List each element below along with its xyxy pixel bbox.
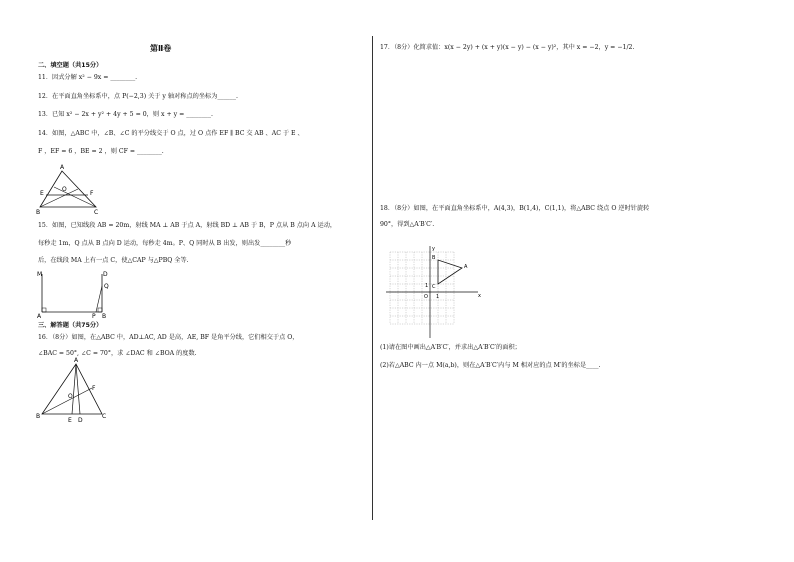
- fig16-label-A: A: [74, 357, 79, 364]
- fig16-label-C: C: [102, 413, 107, 420]
- question-16-line1: 16．（8分）如图，在△ABC 中，AD⊥AC, AD 是高，AE, BF 是角平分线，它们相交于点 O，: [38, 334, 299, 341]
- question-12: 12．在平面直角坐标系中，点 P(−2,3) 关于 y 轴对称点的坐标为______.: [38, 93, 238, 100]
- fig15-label-B: B: [102, 313, 107, 320]
- figure-14: [36, 163, 106, 215]
- question-16-line2: ∠BAC = 50°, ∠C = 70°，求 ∠DAC 和 ∠BOA 的度数.: [38, 350, 197, 357]
- section-answer: 三、解答题（共75分）: [38, 322, 103, 329]
- question-15-line3: 后，在线段 MA 上有一点 C，使△CAP 与△PBQ 全等.: [38, 257, 189, 264]
- fig14-label-A: A: [60, 164, 65, 171]
- fig14-label-O: O: [62, 186, 67, 193]
- fig16-label-D: D: [78, 417, 83, 424]
- fig15-label-Q: Q: [104, 283, 109, 290]
- point-label-C: C: [432, 284, 436, 290]
- figure-18-grid: [384, 246, 484, 342]
- fig14-label-C: C: [94, 209, 99, 216]
- fig15-label-A: A: [37, 313, 42, 320]
- axis-label-x: x: [478, 293, 481, 299]
- question-15-line1: 15．如图，已知线段 AB = 20m，射线 MA ⊥ AB 于点 A，射线 BD ⊥ AB 于 B，P 点从 B 点向 A 运动，: [38, 222, 337, 229]
- triangle-abc: [438, 260, 462, 284]
- fig15-label-D: D: [103, 271, 108, 278]
- question-14-line2: F ，EF = 6 ，BE = 2 ，则 CF = ________.: [38, 148, 164, 155]
- question-14-line1: 14．如图，△ABC 中，∠B、∠C 的平分线交于 O 点，过 O 点作 EF ∥ BC 交 AB 、AC 于 E 、: [38, 130, 304, 137]
- question-11: 11．因式分解 x² − 9x = ________.: [38, 74, 138, 81]
- fig14-label-F: F: [90, 190, 94, 197]
- question-18-line2: 90°，得到△A′B′C′.: [380, 221, 435, 228]
- question-18-line1: 18．（8分）如图，在平面直角坐标系中，A(4,3)，B(1,4)，C(1,1)，将△ABC 绕点 O 逆时针旋转: [380, 205, 650, 212]
- title: 第Ⅱ卷: [150, 44, 172, 53]
- fig16-label-O: O: [68, 393, 73, 400]
- point-label-A: A: [464, 264, 468, 270]
- question-15-line2: 每秒走 1m，Q 点从 B 点向 D 运动，每秒走 4m。P、Q 同时从 B 出发，则出发________秒: [38, 240, 292, 247]
- fig16-label-B: B: [36, 413, 41, 420]
- grid-lines: [390, 252, 454, 324]
- fig14-label-E: E: [40, 190, 44, 197]
- figure-15: [34, 268, 114, 318]
- question-18-part2: (2)若△ABC 内一点 M(a,b)，则在△A′B′C′内与 M 相对应的点 M′的坐标是____.: [380, 362, 601, 369]
- tick-label-y-1: 1: [425, 283, 429, 289]
- figure-16: [36, 358, 116, 424]
- section-fill-blank: 二、填空题（共15分）: [38, 62, 103, 69]
- fig15-label-M: M: [37, 271, 43, 278]
- fig15-label-P: P: [92, 313, 96, 320]
- axis-label-y: y: [432, 246, 435, 252]
- point-label-B: B: [432, 255, 436, 261]
- question-13: 13．已知 x² − 2x + y² + 4y + 5 = 0，则 x + y = ________.: [38, 111, 213, 118]
- fig16-label-F: F: [92, 385, 96, 392]
- tick-label-x-1: 1: [436, 294, 440, 300]
- column-divider: [372, 36, 373, 520]
- fig14-label-B: B: [36, 209, 41, 216]
- origin-label: O: [424, 294, 428, 300]
- fig16-label-E: E: [68, 417, 72, 424]
- question-18-part1: (1)请在图中画出△A′B′C′，并求出△A′B′C′的面积；: [380, 344, 521, 351]
- question-17: 17．（8分）化简求值：x(x − 2y) + (x + y)(x − y) − (x − y)²，其中 x = −2，y = −1/2.: [380, 44, 635, 51]
